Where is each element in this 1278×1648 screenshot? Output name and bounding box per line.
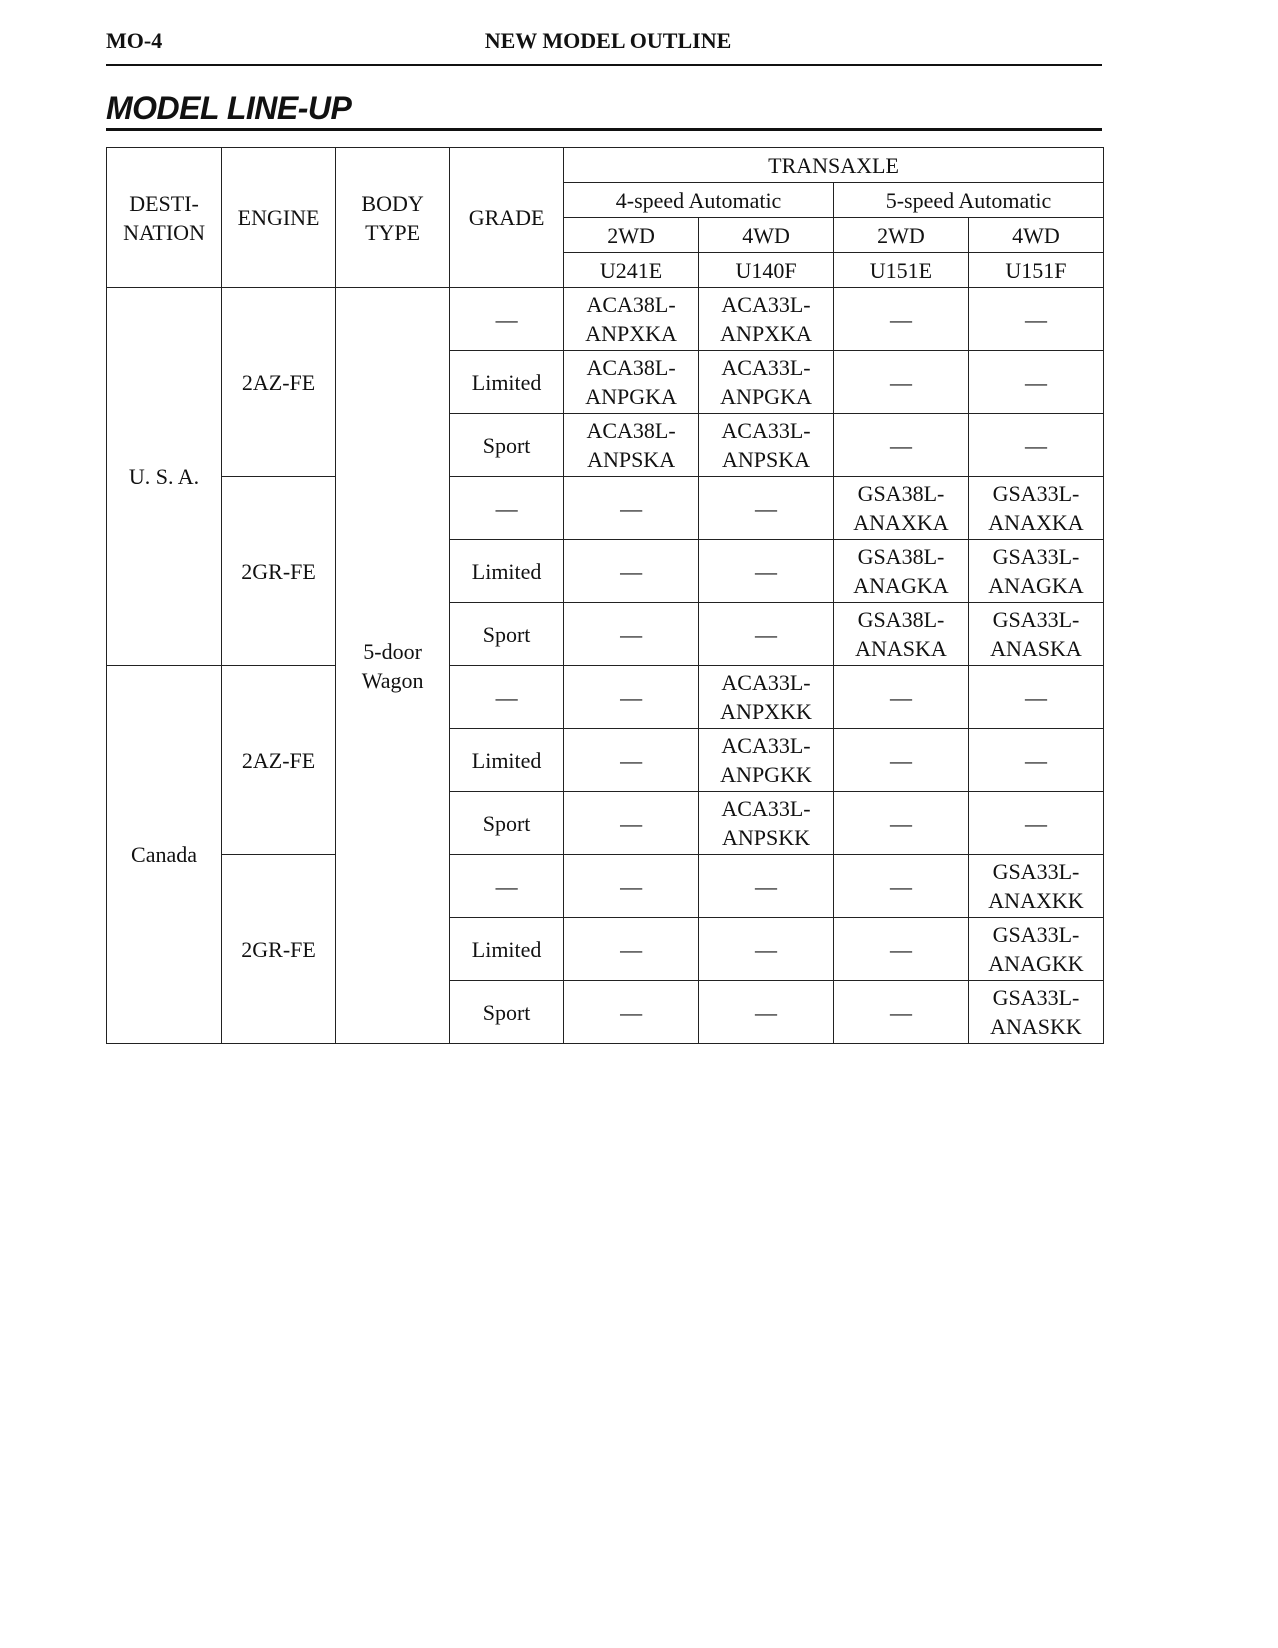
destination-header: DESTI- NATION [107,148,222,288]
model-code-cell: GSA33L- ANAXKA [968,477,1103,540]
drive-header: 2WD [564,218,699,253]
drive-header: 2WD [833,218,968,253]
model-code-cell: — [968,288,1103,351]
grade-cell: — [450,855,564,918]
grade-cell: Sport [450,414,564,477]
grade-cell: Sport [450,792,564,855]
grade-cell: Limited [450,540,564,603]
model-code-cell: GSA33L- ANAGKK [968,918,1103,981]
header-title: NEW MODEL OUTLINE [484,28,732,53]
transaxle-header: TRANSAXLE [564,148,1104,183]
model-code-cell: GSA38L- ANAXKA [833,477,968,540]
model-code-cell: — [699,918,834,981]
model-code-cell: ACA33L- ANPSKK [699,792,834,855]
model-code-cell: — [968,729,1103,792]
model-code-cell: ACA38L- ANPSKA [564,414,699,477]
table-row [107,666,1104,729]
model-code-cell: — [564,666,699,729]
grade-cell: Sport [450,981,564,1044]
destination-cell: Canada [107,666,222,1044]
grade-cell: — [450,477,564,540]
engine-cell: 2GR-FE [222,477,336,666]
model-code-cell: — [833,855,968,918]
model-code-cell: — [833,729,968,792]
model-code-cell: ACA33L- ANPGKA [699,351,834,414]
table-row [107,288,1104,351]
model-code-cell: — [564,918,699,981]
model-code-cell: — [833,288,968,351]
destination-cell: U. S. A. [107,288,222,666]
engine-header: ENGINE [222,148,336,288]
model-code-cell: — [968,666,1103,729]
model-code-cell: — [699,603,834,666]
model-code-cell: — [564,729,699,792]
model-lineup-table [106,147,1104,1044]
grade-cell: Limited [450,918,564,981]
model-code-cell: — [699,540,834,603]
model-code-cell: ACA33L- ANPSKA [699,414,834,477]
grade-cell: — [450,666,564,729]
model-code-cell: ACA38L- ANPXKA [564,288,699,351]
page-number: MO-4 [106,28,163,53]
transaxle-code-header: U151F [968,253,1103,288]
model-code-cell: ACA38L- ANPGKA [564,351,699,414]
model-code-cell: — [564,477,699,540]
model-code-cell: — [699,477,834,540]
section-title: MODEL LINE-UP [106,88,1102,131]
transaxle-code-header: U140F [699,253,834,288]
grade-cell: Limited [450,729,564,792]
model-code-cell: — [833,792,968,855]
body-type-cell: 5-door Wagon [336,288,450,1044]
page-header [106,26,1102,66]
model-code-cell: — [699,855,834,918]
body-type-header: BODY TYPE [336,148,450,288]
model-code-cell: — [699,981,834,1044]
table-row [107,855,1104,918]
model-code-cell: — [564,981,699,1044]
grade-cell: — [450,288,564,351]
engine-cell: 2GR-FE [222,855,336,1044]
four-speed-header: 4-speed Automatic [564,183,834,218]
model-code-cell: GSA33L- ANASKA [968,603,1103,666]
model-code-cell: — [833,414,968,477]
model-code-cell: ACA33L- ANPGKK [699,729,834,792]
model-code-cell: ACA33L- ANPXKA [699,288,834,351]
model-code-cell: GSA33L- ANAGKA [968,540,1103,603]
model-code-cell: GSA33L- ANAXKK [968,855,1103,918]
grade-cell: Limited [450,351,564,414]
transaxle-code-header: U151E [833,253,968,288]
model-code-cell: — [833,981,968,1044]
transaxle-code-header: U241E [564,253,699,288]
model-code-cell: — [564,540,699,603]
model-code-cell: GSA38L- ANAGKA [833,540,968,603]
five-speed-header: 5-speed Automatic [833,183,1103,218]
model-code-cell: ACA33L- ANPXKK [699,666,834,729]
table-row [107,477,1104,540]
model-code-cell: — [833,351,968,414]
model-code-cell: GSA33L- ANASKK [968,981,1103,1044]
drive-header: 4WD [699,218,834,253]
model-code-cell: — [968,351,1103,414]
model-code-cell: — [564,603,699,666]
model-code-cell: — [968,414,1103,477]
model-code-cell: — [833,666,968,729]
model-code-cell: — [833,918,968,981]
engine-cell: 2AZ-FE [222,288,336,477]
drive-header: 4WD [968,218,1103,253]
engine-cell: 2AZ-FE [222,666,336,855]
model-code-cell: — [564,792,699,855]
grade-header: GRADE [450,148,564,288]
model-code-cell: — [564,855,699,918]
model-code-cell: — [968,792,1103,855]
model-code-cell: GSA38L- ANASKA [833,603,968,666]
grade-cell: Sport [450,603,564,666]
